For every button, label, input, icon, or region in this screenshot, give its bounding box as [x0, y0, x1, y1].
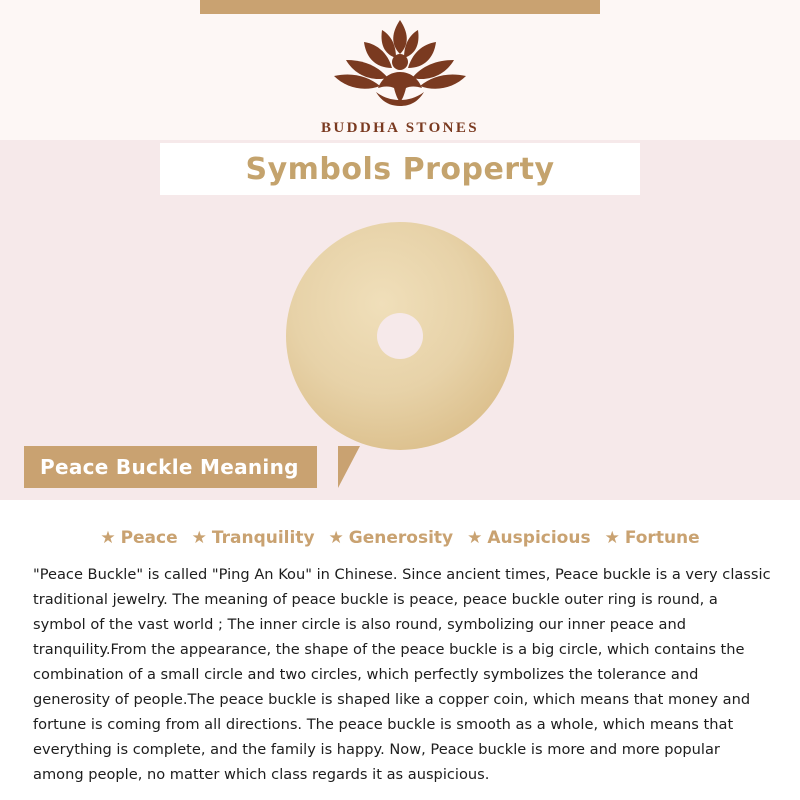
description-text: "Peace Buckle" is called "Ping An Kou" in Chinese. Since ancient times, Peace buckle is a very classic traditional jewelry. The meaning of peace buckle is peace, peace buckle outer ring is round, a symbol of the vast world ; The inner circle is also round, symbolizing our inner peace and tranquility.From the appearance, the shape of the peace buckle is a big circle, which contains the combination of a small circle and two circles, which perfectly symbolizes the tolerance and generosity of people.The peace buckle is shaped like a copper coin, which means that money and fortune is coming from all directions. The peace buckle is smooth as a whole, which means that everything is complete, and the family is happy. Now, Peace buckle is more and more popular among people, no matter which class regards it as auspicious. — [33, 566, 771, 783]
peace-buckle-inner-hole — [377, 313, 423, 359]
peace-buckle-image — [0, 222, 800, 482]
star-icon: ★ — [604, 527, 620, 548]
keyword-item — [467, 528, 590, 548]
keyword-list — [0, 528, 800, 548]
star-icon: ★ — [328, 527, 344, 548]
section-banner-label: Peace Buckle Meaning — [40, 455, 299, 479]
section-banner — [24, 446, 317, 488]
keyword-item — [100, 528, 177, 548]
keyword-label: Tranquility — [211, 528, 315, 548]
section-banner-tail — [338, 446, 360, 488]
keyword-item — [605, 528, 700, 548]
page-title: Symbols Property — [245, 151, 555, 187]
keyword-label: Peace — [120, 528, 178, 548]
keyword-item — [192, 528, 315, 548]
page-title-ribbon — [160, 143, 640, 195]
star-icon: ★ — [100, 527, 116, 548]
keyword-item — [329, 528, 454, 548]
star-icon: ★ — [467, 527, 483, 548]
keyword-label: Generosity — [348, 528, 454, 548]
peace-buckle-disc — [286, 222, 514, 450]
brand-name: BUDDHA STONES — [320, 120, 480, 136]
edge-decoration-top — [200, 0, 600, 14]
lotus-meditation-icon — [0, 18, 800, 114]
keyword-label: Fortune — [624, 528, 700, 548]
star-icon: ★ — [191, 527, 207, 548]
keyword-label: Auspicious — [487, 528, 591, 548]
brand-logo-area — [0, 18, 800, 137]
